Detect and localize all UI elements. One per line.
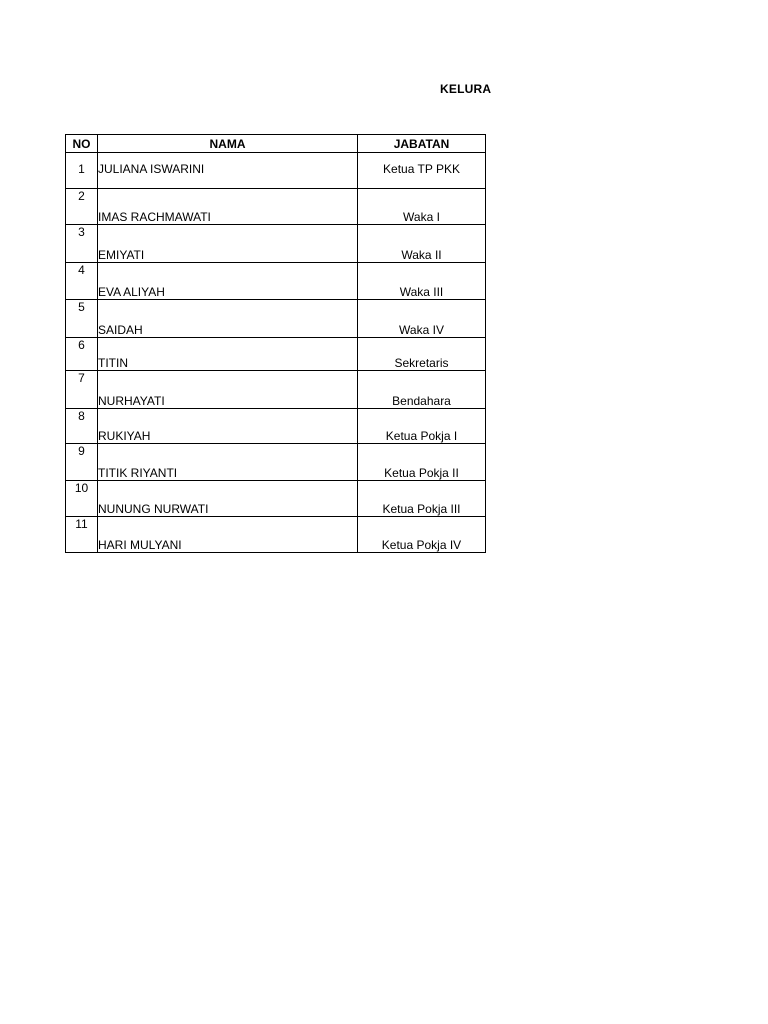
row-jabatan: Waka II: [358, 225, 486, 263]
row-nama: RUKIYAH: [98, 409, 358, 444]
table-row: [66, 517, 486, 553]
table-row: [66, 153, 486, 189]
table-row: [66, 225, 486, 263]
row-nama: NUNUNG NURWATI: [98, 481, 358, 517]
row-nama: TITIK RIYANTI: [98, 444, 358, 481]
table-row: [66, 189, 486, 225]
row-jabatan: Ketua Pokja I: [358, 409, 486, 444]
row-nama: JULIANA ISWARINI: [98, 153, 358, 189]
row-jabatan: Ketua Pokja IV: [358, 517, 486, 553]
row-no: 3: [66, 225, 98, 263]
row-no: 9: [66, 444, 98, 481]
row-jabatan: Ketua Pokja II: [358, 444, 486, 481]
row-nama: SAIDAH: [98, 300, 358, 338]
row-nama: NURHAYATI: [98, 371, 358, 409]
row-nama: HARI MULYANI: [98, 517, 358, 553]
table-row: [66, 444, 486, 481]
row-jabatan: Waka III: [358, 263, 486, 300]
page-title: KELURA: [440, 82, 492, 96]
row-no: 6: [66, 338, 98, 371]
row-nama: TITIN: [98, 338, 358, 371]
row-nama: IMAS RACHMAWATI: [98, 189, 358, 225]
row-jabatan: Ketua TP PKK: [358, 153, 486, 189]
row-nama: EVA ALIYAH: [98, 263, 358, 300]
header-no: NO: [66, 135, 98, 153]
row-no: 10: [66, 481, 98, 517]
row-no: 11: [66, 517, 98, 553]
row-no: 1: [66, 153, 98, 189]
header-jabatan: JABATAN: [358, 135, 486, 153]
row-jabatan: Ketua Pokja III: [358, 481, 486, 517]
row-nama: EMIYATI: [98, 225, 358, 263]
table-row: [66, 409, 486, 444]
header-nama: NAMA: [98, 135, 358, 153]
table-row: [66, 338, 486, 371]
row-jabatan: Bendahara: [358, 371, 486, 409]
table-row: [66, 371, 486, 409]
table-row: [66, 300, 486, 338]
row-no: 5: [66, 300, 98, 338]
row-no: 4: [66, 263, 98, 300]
table-header-row: [66, 135, 486, 153]
table-row: [66, 263, 486, 300]
table-row: [66, 481, 486, 517]
roster-table: [65, 134, 486, 553]
row-no: 2: [66, 189, 98, 225]
row-no: 8: [66, 409, 98, 444]
row-jabatan: Waka IV: [358, 300, 486, 338]
row-no: 7: [66, 371, 98, 409]
row-jabatan: Waka I: [358, 189, 486, 225]
row-jabatan: Sekretaris: [358, 338, 486, 371]
